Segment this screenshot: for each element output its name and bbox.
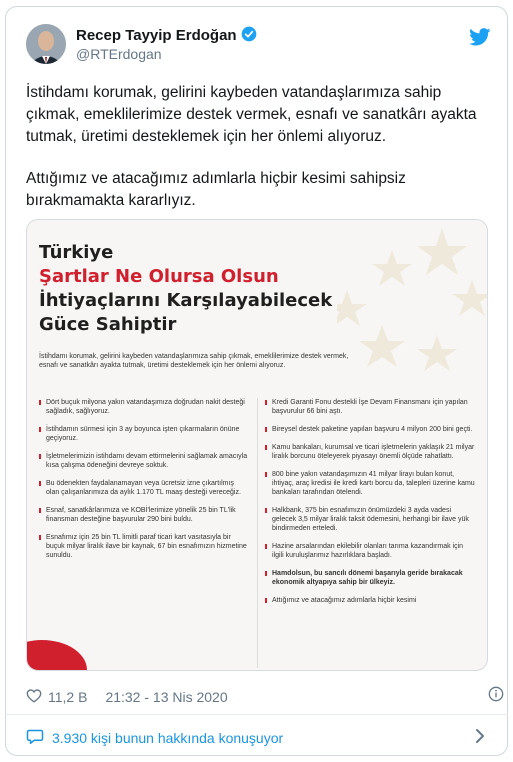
chevron-right-icon[interactable] xyxy=(474,728,486,749)
tweet-paragraph-1: İstihdamı korumak, gelirini kaybeden vatandaşlarımıza sahip çıkmak, emeklilerimize destek vermek, esnafı ve sanatkârı ayakta tutmak, üretimi desteklemek için her önlemi alıyoruz. xyxy=(26,84,477,145)
poster-item: 800 bine yakın vatandaşımızın 41 milyar lirayı bulan konut, ihtiyaç, araç kredisi ile kredi kartı borcu da, talepleri üzerine kamu bankaları tarafından ötelendi. xyxy=(265,470,475,497)
poster-title-line-2: Şartlar Ne Olursa Olsun xyxy=(39,266,279,287)
conversation-link[interactable] xyxy=(26,728,283,748)
poster-title-line-3: İhtiyaçlarını Karşılayabilecek xyxy=(39,290,333,311)
author-name[interactable] xyxy=(76,26,257,46)
tweet-image[interactable] xyxy=(26,219,488,671)
poster-right-column xyxy=(265,398,475,614)
verified-badge-icon xyxy=(241,26,257,46)
divider xyxy=(5,714,508,715)
poster-intro: İstihdamı korumak, gelirini kaybeden vatandaşlarımıza sahip çıkmak, emeklilerimize destek vermek, esnafı ve sanatkârı ayakta tutmak, üretimi desteklemek için her önlemi alıyoruz. xyxy=(39,353,349,369)
poster-item: Kamu bankaları, kurumsal ve ticari işletmelerin yaklaşık 21 milyar liralık borcunu öteleyerek piyasayı önemli ölçüde rahatlattı. xyxy=(265,443,475,461)
avatar[interactable] xyxy=(26,24,66,64)
info-icon[interactable] xyxy=(488,686,504,705)
poster-item: Bu ödenekten faydalanamayan veya ücretsiz izne çıkartılmış olan çalışanlarımıza da aylık 1.170 TL maaş desteği vereceğiz. xyxy=(39,479,249,497)
poster-item: Esnafımız için 25 bin TL limitli paraf ticari kart vasıtasıyla bir buçuk milyar liralık ilave bir kaynak, 67 bin esnafımızın hizmetine sunuldu. xyxy=(39,533,249,560)
timestamp[interactable]: 21:32 - 13 Nis 2020 xyxy=(105,689,228,705)
poster-item: İstihdamın sürmesi için 3 ay boyunca işten çıkarmaların önüne geçiyoruz. xyxy=(39,425,249,443)
poster-item: Hamdolsun, bu sancılı dönemi başarıyla geride bırakacak ekonomik altyapıya sahip bir ülkeyiz. xyxy=(265,569,475,587)
poster-item: Esnaf, sanatkârlarımıza ve KOBİ'lerimize yönelik 25 bin TL'lik finansman desteğine başvurular 290 bini buldu. xyxy=(39,506,249,524)
poster-item: Halkbank, 375 bin esnafımızın önümüzdeki 3 ayda vadesi gelecek 3,5 milyar liralık taksit ödemesini, herhangi bir ilave yük bindirmeden erteledi. xyxy=(265,506,475,533)
heart-icon[interactable] xyxy=(26,688,42,706)
author-name-text[interactable]: Recep Tayyip Erdoğan xyxy=(76,27,237,44)
poster-item: Attığımız ve atacağımız adımlarla hiçbir kesimi xyxy=(265,596,475,605)
author-handle[interactable]: @RTErdogan xyxy=(76,46,162,62)
poster-item: Kredi Garanti Fonu destekli İşe Devam Finansmanı için yapılan başvurulur 66 bini aştı. xyxy=(265,398,475,416)
poster-title-line-1: Türkiye xyxy=(39,242,114,263)
poster-item: Hazine arsalarından ekilebilir olanları tarıma kazandırmak için ilgili kuruluşlarımız hazırlıklara başladı. xyxy=(265,542,475,560)
poster-red-shape xyxy=(26,640,87,671)
poster-title-line-4: Güce Sahiptir xyxy=(39,314,177,335)
twitter-bird-icon[interactable] xyxy=(469,28,491,51)
poster-item: Bireysel destek paketine yapılan başvuru 4 milyon 200 bini geçti. xyxy=(265,425,475,434)
tweet-meta xyxy=(26,688,228,706)
like-count[interactable]: 11,2 B xyxy=(48,689,88,705)
poster-column-divider xyxy=(257,398,258,668)
poster-item: İşletmelerimizin istihdamı devam ettirmelerini sağlamak amacıyla kısa çalışma ödeneğini devreye soktuk. xyxy=(39,452,249,470)
poster-left-column xyxy=(39,398,249,569)
stars-decoration xyxy=(337,220,487,420)
poster-item: Dört buçuk milyona yakın vatandaşımıza doğrudan nakit desteği sağladık, sağlıyoruz. xyxy=(39,398,249,416)
tweet-paragraph-2: Attığımız ve atacağımız adımlarla hiçbir kesimi sahipsiz bırakmamakta kararlıyız. xyxy=(26,170,406,209)
comment-icon xyxy=(26,728,44,748)
tweet-text xyxy=(26,82,488,212)
conversation-count[interactable]: 3.930 kişi bunun hakkında konuşuyor xyxy=(52,730,284,746)
